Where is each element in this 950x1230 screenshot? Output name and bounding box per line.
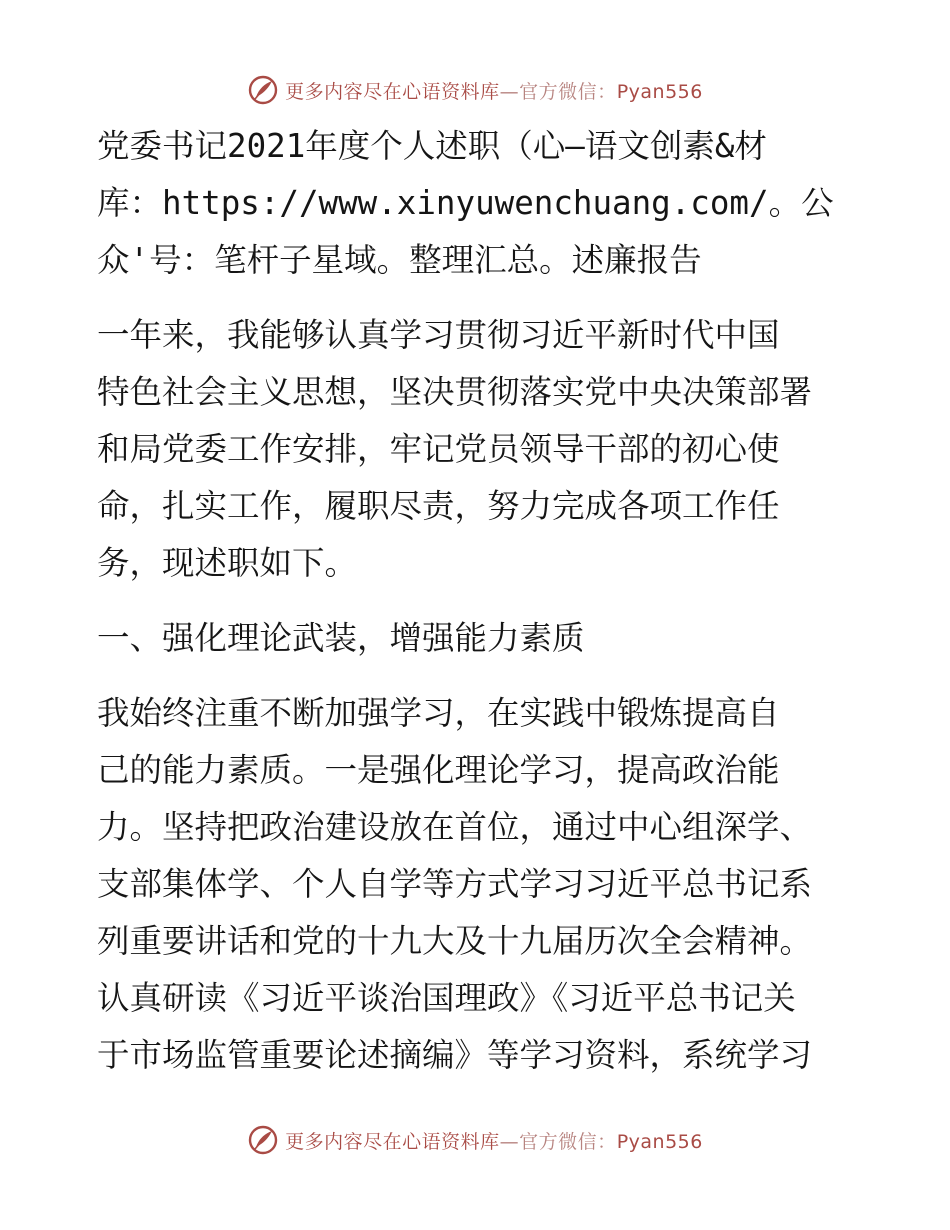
paragraph-line: 命，扎实工作，履职尽责，努力完成各项工作任 [97,487,780,525]
banner-site-text: 更多内容尽在心语资料库 [285,1130,500,1153]
header-watermark-banner [0,70,950,110]
paragraph-line: 力。坚持把政治建设放在首位，通过中心组深学、 [97,808,813,846]
banner-site-text: 更多内容尽在心语资料库 [285,80,500,103]
paragraph-line: 认真研读《习近平谈治国理政》《习近平总书记关 [97,979,796,1017]
paragraph-line: 我始终注重不断加强学习，在实践中锻炼提高自 [97,694,780,732]
title-line: 党委书记2021年度个人述职（心—语文创素&材 [97,127,767,165]
banner-wechat-id: Pyan556 [616,80,703,103]
feather-circle-icon [247,1124,279,1156]
paragraph-line: 己的能力素质。一是强化理论学习，提高政治能 [97,751,780,789]
paragraph-line: 和局党委工作安排，牢记党员领导干部的初心使 [97,430,780,468]
paragraph-line: 一年来，我能够认真学习贯彻习近平新时代中国 [97,316,780,354]
banner-dash: — [499,1130,520,1153]
banner-wechat-label: 官方微信： [519,80,617,103]
title-line: 众'号：笔杆子星域。整理汇总。述廉报告 [97,241,702,279]
paragraph-line: 于市场监管重要论述摘编》等学习资料，系统学习 [97,1036,813,1074]
banner-wechat-id: Pyan556 [616,1130,703,1153]
paragraph-intro [97,307,857,592]
banner-text [285,77,703,104]
footer-watermark-banner [0,1120,950,1160]
document-title [97,118,857,289]
paragraph-section-1 [97,685,857,1084]
feather-circle-icon [247,74,279,106]
banner-wechat-label: 官方微信： [519,1130,617,1153]
title-line: 库：https://www.xinyuwenchuang.com/。公 [97,184,834,222]
section-heading: 一、强化理论武装，增强能力素质 [97,619,585,657]
banner-text [285,1127,703,1154]
document-body [97,118,857,1084]
paragraph-line: 特色社会主义思想，坚决贯彻落实党中央决策部署 [97,373,813,411]
paragraph-line: 列重要讲话和党的十九大及十九届历次全会精神。 [97,922,813,960]
banner-dash: — [499,80,520,103]
paragraph-line: 支部集体学、个人自学等方式学习习近平总书记系 [97,865,813,903]
paragraph-line: 务，现述职如下。 [97,544,358,582]
